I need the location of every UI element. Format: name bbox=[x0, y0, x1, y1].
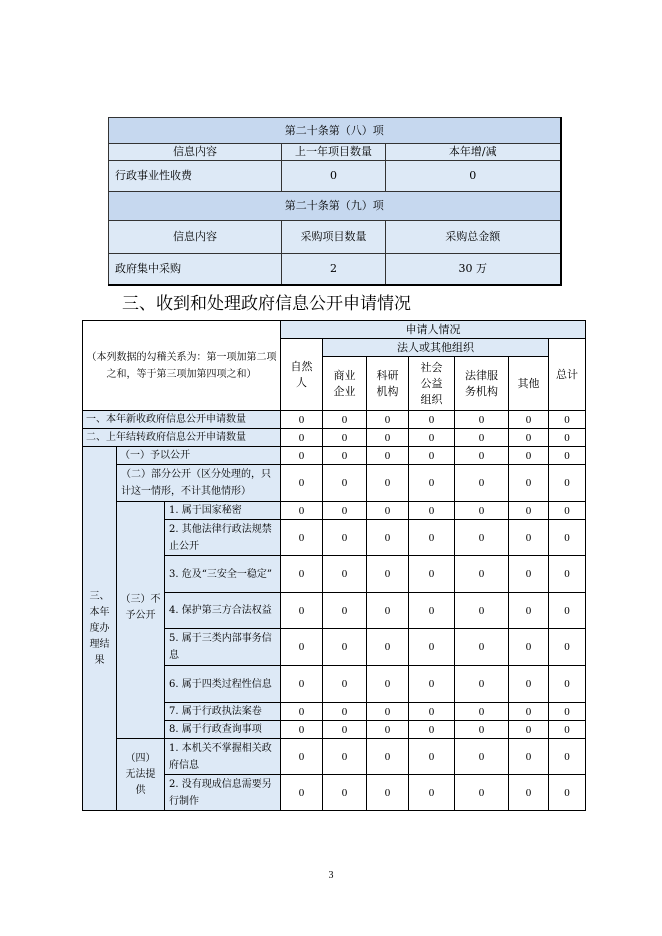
header-legal-org: 法人或其他组织 bbox=[323, 339, 549, 357]
cell-value: 0 bbox=[455, 556, 509, 593]
cell-value: 0 bbox=[409, 721, 455, 739]
header-procurement-count: 采购项目数量 bbox=[282, 221, 386, 254]
cell-value: 0 bbox=[549, 739, 586, 775]
cell-value: 0 bbox=[455, 520, 509, 556]
cell-value: 0 bbox=[409, 520, 455, 556]
cell-value: 0 bbox=[323, 447, 367, 465]
cell-value: 0 bbox=[281, 775, 323, 811]
cell-value: 0 bbox=[281, 465, 323, 502]
cell-value: 0 bbox=[509, 775, 549, 811]
cell-value: 0 bbox=[509, 721, 549, 739]
cell-value: 0 bbox=[455, 775, 509, 811]
page-number: 3 bbox=[328, 870, 334, 881]
cell-value: 0 bbox=[281, 502, 323, 520]
cell-value: 0 bbox=[367, 775, 409, 811]
cell-value: 0 bbox=[367, 429, 409, 447]
header-info-content: 信息内容 bbox=[109, 144, 282, 161]
row-partial-label: （二）部分公开（区分处理的，只计这一情形，不计其他情形） bbox=[117, 465, 281, 502]
cell-value: 0 bbox=[549, 429, 586, 447]
cell-value: 0 bbox=[323, 593, 367, 629]
cell-value: 0 bbox=[367, 721, 409, 739]
cell-value: 0 bbox=[509, 629, 549, 666]
cell-value: 0 bbox=[549, 556, 586, 593]
header-total: 总计 bbox=[549, 339, 586, 411]
header-info-content-2: 信息内容 bbox=[109, 221, 282, 254]
cell-value: 0 bbox=[281, 721, 323, 739]
cell-value: 0 bbox=[509, 502, 549, 520]
cell-value: 0 bbox=[455, 465, 509, 502]
cell-value: 0 bbox=[323, 666, 367, 703]
cell-value: 0 bbox=[409, 666, 455, 703]
cell-value: 0 bbox=[509, 520, 549, 556]
row-nd-8-label: 8. 属于行政查询事项 bbox=[165, 721, 281, 739]
cell-value: 0 bbox=[455, 721, 509, 739]
cell-value: 0 bbox=[549, 721, 586, 739]
cell-value: 0 bbox=[367, 666, 409, 703]
cell-value: 0 bbox=[281, 629, 323, 666]
cell-value: 0 bbox=[281, 593, 323, 629]
not-disclose-group-label: （三）不予公开 bbox=[117, 502, 165, 739]
cell-value: 0 bbox=[409, 447, 455, 465]
article-20-table bbox=[108, 117, 562, 286]
row-nd-6-label: 6. 属于四类过程性信息 bbox=[165, 666, 281, 703]
row-procurement-total: 30 万 bbox=[386, 254, 561, 285]
cell-value: 0 bbox=[455, 447, 509, 465]
row-unable-2-label: 2. 没有现成信息需要另行制作 bbox=[165, 775, 281, 811]
header-last-year-count: 上一年项目数量 bbox=[282, 144, 386, 161]
cell-value: 0 bbox=[367, 739, 409, 775]
cell-value: 0 bbox=[323, 429, 367, 447]
cell-value: 0 bbox=[409, 502, 455, 520]
cell-value: 0 bbox=[509, 556, 549, 593]
header-social-welfare: 社会公益组织 bbox=[409, 357, 455, 411]
row-new-label: 一、本年新收政府信息公开申请数量 bbox=[83, 411, 281, 429]
cell-value: 0 bbox=[367, 556, 409, 593]
cell-value: 0 bbox=[281, 703, 323, 721]
cell-value: 0 bbox=[409, 593, 455, 629]
cell-value: 0 bbox=[509, 411, 549, 429]
cell-value: 0 bbox=[367, 703, 409, 721]
section-8-title: 第二十条第（八）项 bbox=[109, 118, 561, 144]
row-admin-fees-label: 行政事业性收费 bbox=[109, 161, 282, 192]
header-legal-service: 法律服务机构 bbox=[455, 357, 509, 411]
cell-value: 0 bbox=[549, 520, 586, 556]
cell-value: 0 bbox=[455, 411, 509, 429]
cell-value: 0 bbox=[549, 465, 586, 502]
cell-value: 0 bbox=[323, 739, 367, 775]
requests-table bbox=[82, 320, 586, 811]
cell-value: 0 bbox=[323, 629, 367, 666]
cell-value: 0 bbox=[409, 465, 455, 502]
cell-value: 0 bbox=[409, 629, 455, 666]
cell-value: 0 bbox=[455, 739, 509, 775]
row-procurement-label: 政府集中采购 bbox=[109, 254, 282, 285]
row-procurement-count: 2 bbox=[282, 254, 386, 285]
row-disclose-label: （一）予以公开 bbox=[117, 447, 281, 465]
cell-value: 0 bbox=[323, 556, 367, 593]
row-nd-2-label: 2. 其他法律行政法规禁止公开 bbox=[165, 520, 281, 556]
cell-value: 0 bbox=[455, 666, 509, 703]
cell-value: 0 bbox=[549, 666, 586, 703]
cell-value: 0 bbox=[409, 556, 455, 593]
cell-value: 0 bbox=[509, 447, 549, 465]
header-natural-person: 自然人 bbox=[281, 339, 323, 411]
header-procurement-total: 采购总金额 bbox=[386, 221, 561, 254]
section-heading: 三、收到和处理政府信息公开申请情况 bbox=[122, 294, 411, 314]
cell-value: 0 bbox=[281, 556, 323, 593]
cell-value: 0 bbox=[281, 739, 323, 775]
cell-value: 0 bbox=[455, 703, 509, 721]
unable-group-label: （四）无法提供 bbox=[117, 739, 165, 811]
cell-value: 0 bbox=[409, 739, 455, 775]
cell-value: 0 bbox=[323, 703, 367, 721]
cell-value: 0 bbox=[549, 447, 586, 465]
cell-value: 0 bbox=[323, 520, 367, 556]
header-research: 科研机构 bbox=[367, 357, 409, 411]
header-note: （本列数据的勾稽关系为：第一项加第二项之和，等于第三项加第四项之和） bbox=[83, 321, 281, 411]
cell-value: 0 bbox=[549, 502, 586, 520]
row-admin-fees-last-year: 0 bbox=[282, 161, 386, 192]
cell-value: 0 bbox=[409, 411, 455, 429]
row-unable-1-label: 1. 本机关不掌握相关政府信息 bbox=[165, 739, 281, 775]
cell-value: 0 bbox=[549, 411, 586, 429]
cell-value: 0 bbox=[367, 411, 409, 429]
cell-value: 0 bbox=[509, 593, 549, 629]
cell-value: 0 bbox=[367, 520, 409, 556]
cell-value: 0 bbox=[409, 703, 455, 721]
cell-value: 0 bbox=[281, 429, 323, 447]
cell-value: 0 bbox=[323, 411, 367, 429]
row-nd-7-label: 7. 属于行政执法案卷 bbox=[165, 703, 281, 721]
cell-value: 0 bbox=[549, 703, 586, 721]
cell-value: 0 bbox=[367, 593, 409, 629]
row-admin-fees-change: 0 bbox=[386, 161, 561, 192]
cell-value: 0 bbox=[509, 703, 549, 721]
cell-value: 0 bbox=[409, 775, 455, 811]
cell-value: 0 bbox=[281, 411, 323, 429]
cell-value: 0 bbox=[509, 429, 549, 447]
header-year-change: 本年增/减 bbox=[386, 144, 561, 161]
row-nd-5-label: 5. 属于三类内部事务信息 bbox=[165, 629, 281, 666]
cell-value: 0 bbox=[323, 775, 367, 811]
result-group-label: 三、本年度办理结果 bbox=[83, 447, 117, 811]
header-other: 其他 bbox=[509, 357, 549, 411]
cell-value: 0 bbox=[367, 502, 409, 520]
cell-value: 0 bbox=[281, 447, 323, 465]
cell-value: 0 bbox=[281, 520, 323, 556]
cell-value: 0 bbox=[455, 629, 509, 666]
cell-value: 0 bbox=[549, 593, 586, 629]
cell-value: 0 bbox=[323, 721, 367, 739]
section-9-title: 第二十条第（九）项 bbox=[109, 192, 561, 221]
cell-value: 0 bbox=[323, 465, 367, 502]
cell-value: 0 bbox=[367, 629, 409, 666]
row-carry-label: 二、上年结转政府信息公开申请数量 bbox=[83, 429, 281, 447]
cell-value: 0 bbox=[367, 447, 409, 465]
header-commercial: 商业企业 bbox=[323, 357, 367, 411]
cell-value: 0 bbox=[455, 593, 509, 629]
cell-value: 0 bbox=[509, 739, 549, 775]
cell-value: 0 bbox=[323, 502, 367, 520]
header-applicant: 申请人情况 bbox=[281, 321, 586, 339]
cell-value: 0 bbox=[455, 502, 509, 520]
cell-value: 0 bbox=[509, 666, 549, 703]
cell-value: 0 bbox=[549, 775, 586, 811]
row-nd-1-label: 1. 属于国家秘密 bbox=[165, 502, 281, 520]
cell-value: 0 bbox=[367, 465, 409, 502]
row-nd-4-label: 4. 保护第三方合法权益 bbox=[165, 593, 281, 629]
cell-value: 0 bbox=[509, 465, 549, 502]
cell-value: 0 bbox=[549, 629, 586, 666]
row-nd-3-label: 3. 危及“三安全一稳定” bbox=[165, 556, 281, 593]
cell-value: 0 bbox=[281, 666, 323, 703]
cell-value: 0 bbox=[455, 429, 509, 447]
cell-value: 0 bbox=[409, 429, 455, 447]
